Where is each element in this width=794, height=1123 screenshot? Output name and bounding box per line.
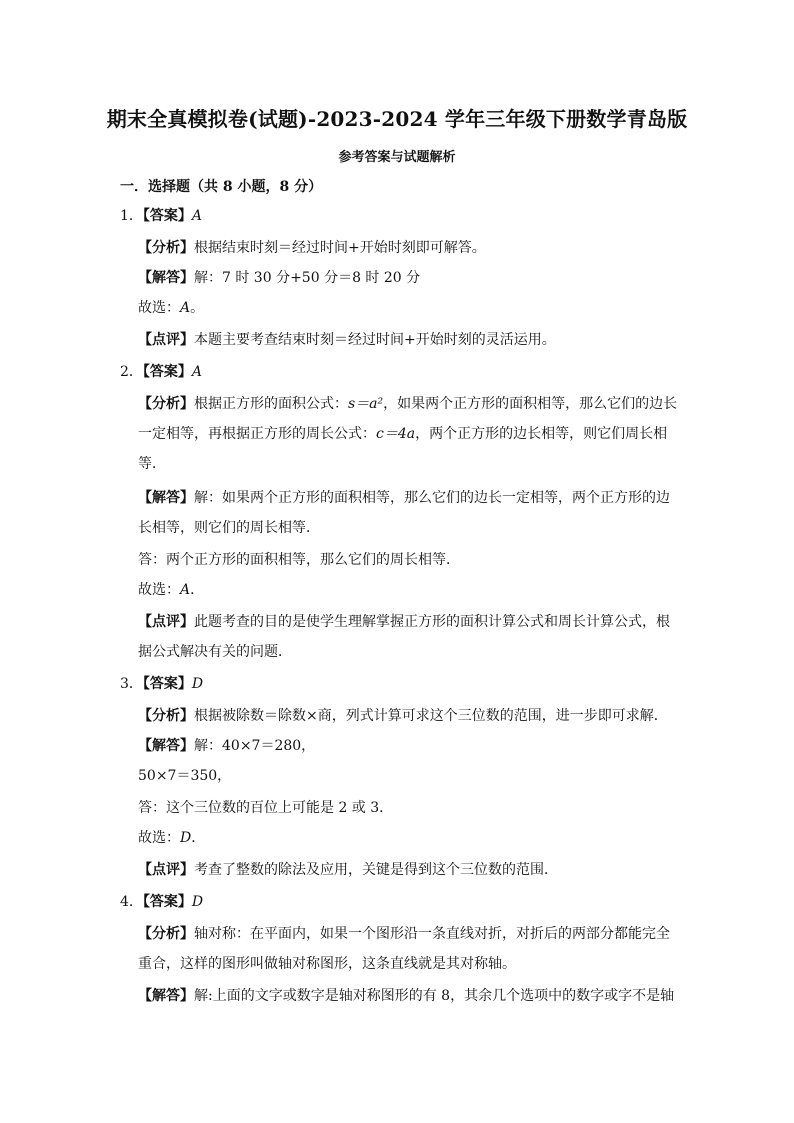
q1-answer-value: A: [191, 208, 203, 224]
q3-answer-value: D: [191, 676, 204, 692]
q3-comment-tag: 【点评】: [138, 862, 194, 878]
q4-solution-line1: [138, 986, 674, 1006]
section-heading: 一．选择题（共 8 小题，8 分）: [120, 179, 323, 195]
q1-choice-suffix: 。: [190, 300, 205, 316]
q2-solution-line2: 长相等，则它们的周长相等．: [138, 520, 320, 536]
q3-number: 3．: [120, 676, 143, 692]
q3-analysis-text: 根据被除数＝除数×商，列式计算可求这个三位数的范围，进一步即可求解．: [194, 708, 668, 724]
q2-choice-suffix: ．: [190, 582, 205, 598]
q2-answer-tag: 【答案】: [142, 364, 192, 380]
q4-answer-line: [120, 892, 203, 912]
q2-solution-tag: 【解答】: [138, 490, 194, 506]
q3-analysis: [138, 706, 668, 726]
q1-choice-value: A: [180, 300, 191, 316]
q1-analysis: [138, 238, 486, 258]
q4-analysis-text: 轴对称：在平面内，如果一个图形沿一条直线对折，对折后的两部分都能完全: [194, 926, 670, 942]
q4-answer-value: D: [191, 894, 204, 910]
q3-comment-text: 考查了整数的除法及应用，关键是得到这个三位数的范围．: [194, 862, 558, 878]
q2-comment-line1: [138, 612, 670, 632]
q1-analysis-text: 根据结束时刻＝经过时间+开始时刻即可解答。: [194, 240, 486, 256]
q3-answer-statement: 答：这个三位数的百位上可能是 2 或 3．: [138, 800, 394, 816]
q2-analysis-text-b: ，如果两个正方形的面积相等，那么它们的边长: [383, 396, 678, 412]
q2-number: 2．: [120, 364, 143, 380]
q3-choice: [138, 828, 205, 848]
q2-choice-value: A: [180, 582, 191, 598]
q3-choice-suffix: ．: [191, 830, 206, 846]
page-title: 期末全真模拟卷(试题)-2023-2024 学年三年级下册数学青岛版: [106, 107, 688, 131]
q1-solution-text: 解：7 时 30 分+50 分＝8 时 20 分: [194, 270, 421, 286]
q2-analysis-tag: 【分析】: [138, 396, 194, 412]
q1-solution-tag: 【解答】: [138, 270, 194, 286]
q3-choice-prefix: 故选：: [138, 830, 180, 846]
q3-analysis-tag: 【分析】: [138, 708, 194, 724]
q1-comment-tag: 【点评】: [138, 332, 194, 348]
q3-answer-tag: 【答案】: [142, 676, 192, 692]
q2-solution-line1: [138, 488, 670, 508]
q2-answer-value: A: [191, 364, 203, 380]
q2-analysis-line2-a: 一定相等，再根据正方形的周长公式：: [138, 426, 376, 442]
q2-area-formula: s＝a²: [348, 396, 384, 412]
q3-answer-line: [120, 674, 203, 694]
q4-answer-tag: 【答案】: [142, 894, 192, 910]
q1-answer-line: [120, 206, 202, 226]
q3-comment: [138, 860, 558, 880]
q2-answer-statement: 答：两个正方形的面积相等，那么它们的周长相等．: [138, 552, 460, 568]
q2-comment-line2: 据公式解决有关的问题．: [138, 644, 292, 660]
q2-analysis-line1: [138, 394, 677, 414]
q2-solution-text: 解：如果两个正方形的面积相等，那么它们的边长一定相等，两个正方形的边: [194, 490, 670, 506]
page-subtitle: 参考答案与试题解析: [338, 150, 456, 165]
q1-solution: [138, 268, 420, 288]
q3-solution-tag: 【解答】: [138, 738, 194, 754]
q1-comment-text: 本题主要考查结束时刻＝经过时间+开始时刻的灵活运用。: [194, 332, 556, 348]
q2-analysis-line2-b: ，两个正方形的边长相等，则它们周长相: [415, 426, 668, 442]
q2-comment-tag: 【点评】: [138, 614, 194, 630]
q4-number: 4．: [120, 894, 143, 910]
q4-solution-text: 解:上面的文字或数字是轴对称图形的有 8，其余几个选项中的数字或字不是轴: [194, 988, 675, 1004]
q2-answer-line: [120, 362, 202, 382]
q3-solution-text: 解：40×7＝280，: [194, 738, 316, 754]
q1-choice-prefix: 故选：: [138, 300, 180, 316]
q1-comment: [138, 330, 556, 350]
q2-choice: [138, 580, 204, 600]
q2-analysis-text-a: 根据正方形的面积公式：: [194, 396, 348, 412]
q1-choice: [138, 298, 204, 318]
q3-solution-line2: 50×7＝350，: [138, 768, 232, 784]
q4-analysis-line1: [138, 924, 670, 944]
q2-perimeter-formula: c＝4a: [376, 426, 416, 442]
q1-answer-tag: 【答案】: [142, 208, 192, 224]
q4-solution-tag: 【解答】: [138, 988, 194, 1004]
q2-analysis-line3: 等．: [138, 456, 166, 472]
q2-analysis-line2: [138, 424, 667, 444]
q1-analysis-tag: 【分析】: [138, 240, 194, 256]
q2-choice-prefix: 故选：: [138, 582, 180, 598]
q4-analysis-tag: 【分析】: [138, 926, 194, 942]
q3-solution-line1: [138, 736, 315, 756]
q3-choice-value: D: [180, 830, 192, 846]
q1-number: 1．: [120, 208, 143, 224]
q4-analysis-line2: 重合，这样的图形叫做轴对称图形，这条直线就是其对称轴。: [138, 956, 516, 972]
q2-comment-text: 此题考查的目的是使学生理解掌握正方形的面积计算公式和周长计算公式，根: [194, 614, 670, 630]
